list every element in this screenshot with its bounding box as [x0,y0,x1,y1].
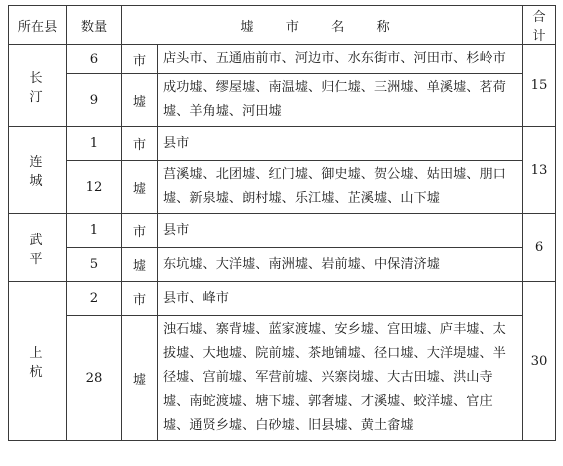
table-row [9,74,556,127]
names-cell: 莒溪墟、北团墟、红门墟、御史墟、贺公墟、姑田墟、朋口墟、新泉墟、朗村墟、乐江墟、芷溪墟、山下墟 [158,161,523,214]
type-cell: 市 [122,214,158,248]
count-cell: 9 [67,74,122,127]
table-row [9,248,556,282]
table-row [9,161,556,214]
header-county: 所在县 [9,6,67,45]
total-cell: 13 [523,127,556,214]
type-cell: 市 [122,127,158,161]
count-cell: 12 [67,161,122,214]
market-table-container [8,5,555,441]
county-cell: 上 杭 [9,282,67,441]
county-cell: 长 汀 [9,45,67,127]
count-cell: 1 [67,214,122,248]
count-cell: 6 [67,45,122,74]
type-cell: 市 [122,45,158,74]
county-cell: 连 城 [9,127,67,214]
type-cell: 墟 [122,248,158,282]
names-cell: 成功墟、缪屋墟、南温墟、归仁墟、三洲墟、单溪墟、茗荷墟、羊角墟、河田墟 [158,74,523,127]
type-cell: 墟 [122,74,158,127]
header-names: 墟 市 名 称 [122,6,523,45]
count-cell: 28 [67,316,122,441]
header-row [9,6,556,45]
count-cell: 2 [67,282,122,316]
names-cell: 县市、峰市 [158,282,523,316]
header-count: 数量 [67,6,122,45]
names-cell: 县市 [158,214,523,248]
table-row [9,282,556,316]
table-row [9,127,556,161]
total-cell: 6 [523,214,556,282]
names-cell: 县市 [158,127,523,161]
county-cell: 武 平 [9,214,67,282]
type-cell: 墟 [122,316,158,441]
type-cell: 墟 [122,161,158,214]
table-row [9,214,556,248]
header-total: 合计 [523,6,556,45]
table-row [9,45,556,74]
count-cell: 5 [67,248,122,282]
names-cell: 浊石墟、寨背墟、蓝家渡墟、安乡墟、宫田墟、庐丰墟、太拔墟、大地墟、院前墟、茶地铺墟、径口墟、大洋堤墟、半径墟、宫前墟、军营前墟、兴寨岗墟、大古田墟、洪山寺墟、南蛇渡墟、塘下墟、郭奢墟、才溪墟、蛟洋墟、官庄墟、通贤乡墟、白砂墟、旧县墟、黄土畲墟 [158,316,523,441]
count-cell: 1 [67,127,122,161]
type-cell: 市 [122,282,158,316]
names-cell: 东坑墟、大洋墟、南洲墟、岩前墟、中保清济墟 [158,248,523,282]
total-cell: 15 [523,45,556,127]
market-table [8,5,556,441]
names-cell: 店头市、五通庙前市、河边市、水东街市、河田市、杉岭市 [158,45,523,74]
table-row [9,316,556,441]
total-cell: 30 [523,282,556,441]
